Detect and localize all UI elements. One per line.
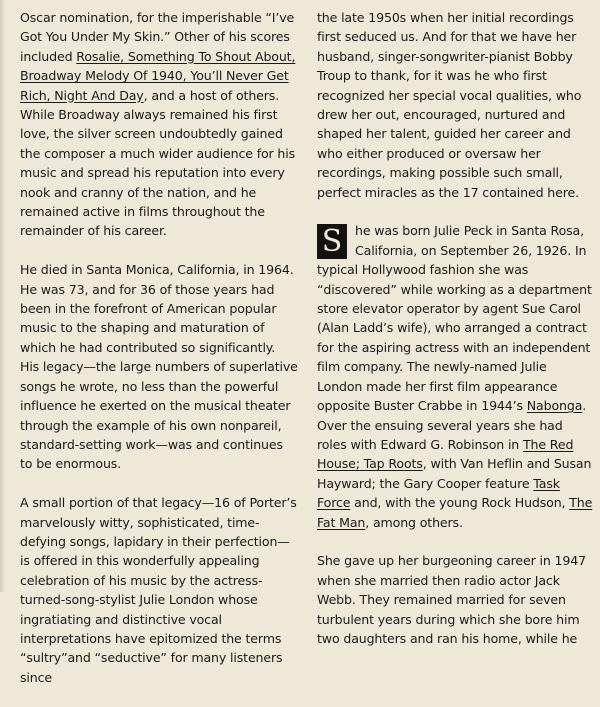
film-title-fat-man: The Fat Man — [317, 495, 593, 530]
paragraph-bobby-troup: the late 1950s when her initial recordings first seduced us. And for that we have her husband, singer-songwriter-pianist Bobby Troup to thank, for it was he who first recognized her special vocal qualities, who drew her out, encouraged, nurtured and shaped her talent, guided her career and who either produced or oversaw her recordings, making possible such small, perfect miracles as the 17 contained here. — [317, 10, 582, 200]
text-run: , among others. — [365, 514, 463, 530]
film-title-red-house-tap-roots: The Red House; Tap Roots — [317, 436, 574, 472]
paragraph-porter-films — [20, 8, 298, 241]
paragraph-julie-biography — [317, 221, 595, 532]
drop-cap: S — [317, 224, 347, 259]
film-title-task-force: Task Force — [317, 475, 560, 511]
page-edge-shadow — [0, 0, 6, 592]
paragraph-career-pause: She gave up her burgeoning career in 1947 when she married then radio actor Jack Webb. They remained married for seven turbulent years during which she bore him two daughters and ran his home, while he — [317, 553, 586, 646]
text-run: he was born Julie Peck in Santa Rosa, California, on September 26, 1926. In typical Hollywood fashion she was “discovered” while working as a department store elevator operator by agent Sue Carol (Alan Ladd’s wife), who arranged a contract for the aspiring actress with an independent film company. The newly-named Julie London made her first film appearance opposite Buster Crabbe in 1944’s — [317, 223, 592, 414]
text-run: Oscar nomination, for the imperishable “I’ve Got You Under My Skin.” Other of his scores included — [20, 10, 295, 64]
film-titles-underlined: Rosalie, Something To Shout About, Broadway Melody Of 1940, You’ll Never Get Rich, Night And Day — [20, 48, 296, 103]
text-run: , with Van Heflin and Susan Hayward; the Gary Cooper feature — [317, 456, 592, 491]
text-run: , and a host of others. While Broadway always remained his first love, the silver screen undoubtedly gained the composer a much wider audience for his music and spread his reputation into every nook and cranny of the nation, and he remained active in films throughout the remainder of his career. — [20, 87, 296, 239]
left-column — [20, 8, 298, 707]
paragraph-legacy: A small portion of that legacy—16 of Porter’s marvelously witty, sophisticated, time-defying songs, lapidary in their perfection—is offered in this wonderfully appealing celebration of his music by the actress-turned-song-stylist Julie London whose ingratiating and distinctive vocal interpretations have epitomized the terms “sultry”and “seductive” for many listeners since — [20, 495, 297, 685]
film-title-nabonga: Nabonga — [526, 398, 583, 414]
text-run: and, with the young Rock Hudson, — [350, 495, 570, 511]
right-column — [317, 8, 595, 668]
paragraph-porter-death: He died in Santa Monica, California, in 1964. He was 73, and for 36 of those years had been in the forefront of American popular music to the shaping and maturation of which he had contributed so significantly. His legacy—the large numbers of superlative songs he wrote, no less than the powerful influence he exerted on the musical theater through the example of his own nonpareil, standard-setting work—was and continues to be enormous. — [20, 262, 298, 472]
text-run: . Over the ensuing several years she had roles with Edward G. Robinson in — [317, 398, 587, 452]
